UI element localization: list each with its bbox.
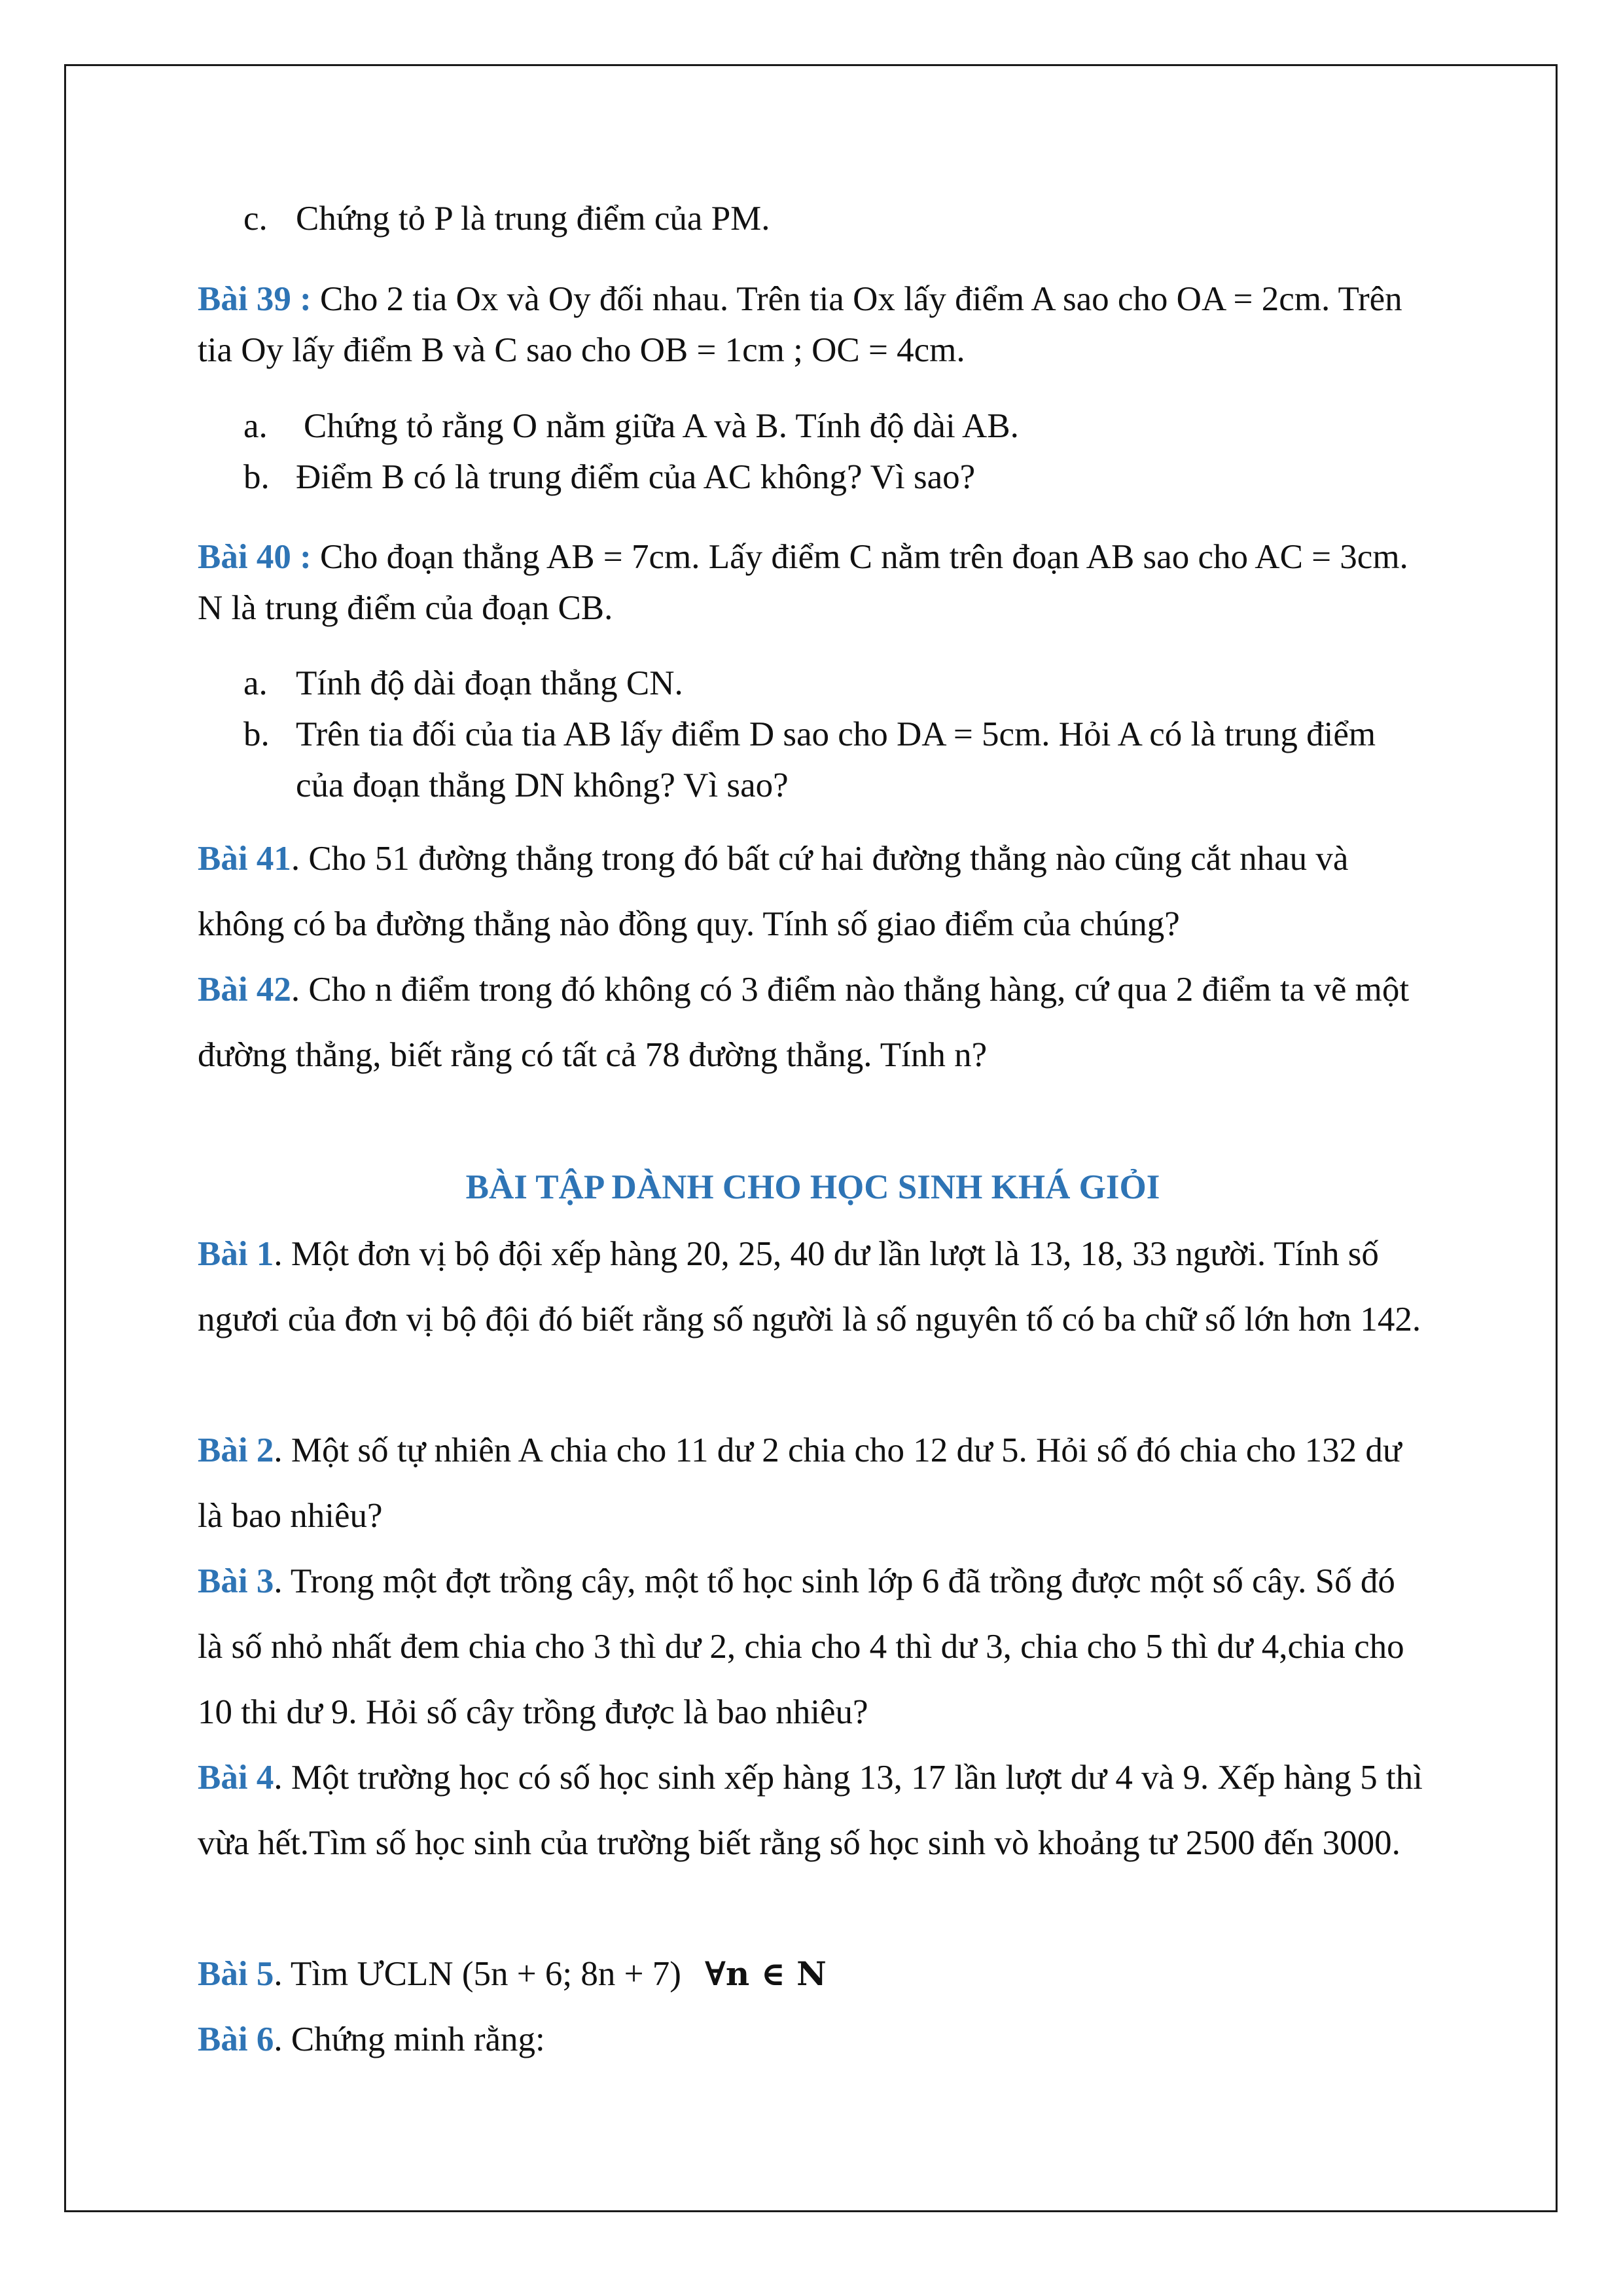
exercise-2	[198, 1418, 1428, 1549]
exercise-label: Bài 39 :	[198, 280, 312, 318]
exercise-text: . Một số tự nhiên A chia cho 11 dư 2 chia cho 12 dư 5. Hỏi số đó chia cho 132 dư là bao nhiêu?	[198, 1431, 1402, 1535]
exercise-42	[198, 957, 1428, 1088]
page-border	[64, 64, 1558, 2212]
list-marker: a.	[243, 664, 268, 702]
exercise-text: . Chứng minh rằng:	[274, 2020, 545, 2058]
exercise-text: . Một trường học có số học sinh xếp hàng 13, 17 lần lượt dư 4 và 9. Xếp hàng 5 thì vừa hết.Tìm số học sinh của trường biết rằng số học sinh vò khoảng tư 2500 đến 3000.	[198, 1759, 1423, 1862]
exercise-6	[198, 2007, 1428, 2072]
exercise-label: Bài 4	[198, 1759, 274, 1797]
forall-n-in-N-formula: ∀n ∈ N	[704, 1954, 827, 1993]
exercise-40	[198, 531, 1428, 634]
exercise-label: Bài 6	[198, 2020, 274, 2058]
exercise-label: Bài 3	[198, 1562, 274, 1600]
exercise-text: . Tìm ƯCLN (5n + 6; 8n + 7)	[274, 1955, 681, 1993]
list-marker: b.	[243, 715, 270, 753]
exercise-39	[198, 274, 1428, 376]
exercise-label: Bài 41	[198, 840, 291, 878]
exercise-label: Bài 40 :	[198, 538, 312, 576]
list-item-text: Tính độ dài đoạn thẳng CN.	[296, 664, 683, 702]
exercise-5	[198, 1941, 1428, 2007]
list-item-text: Điểm B có là trung điểm của AC không? Vì sao?	[296, 458, 976, 496]
list-item-text: Chứng tỏ P là trung điểm của PM.	[296, 200, 770, 238]
exercise-3	[198, 1549, 1428, 1745]
exercise-label: Bài 1	[198, 1235, 274, 1273]
exercise-label: Bài 42	[198, 971, 291, 1009]
exercise-text: . Cho n điểm trong đó không có 3 điểm nào thẳng hàng, cứ qua 2 điểm ta vẽ một đường thẳng, biết rằng có tất cả 78 đường thẳng. Tính n?	[198, 971, 1410, 1074]
list-marker: b.	[243, 458, 270, 496]
exercise-text: . Cho 51 đường thẳng trong đó bất cứ hai đường thẳng nào cũng cắt nhau và không có ba đường thẳng nào đồng quy. Tính số giao điểm của chúng?	[198, 840, 1349, 943]
exercise-text: . Một đơn vị bộ đội xếp hàng 20, 25, 40 dư lần lượt là 13, 18, 33 người. Tính số ngươi của đơn vị bộ đội đó biết rằng số người là số nguyên tố có ba chữ số lớn hơn 142.	[198, 1235, 1421, 1338]
list-marker: a.	[243, 407, 268, 445]
exercise-41	[198, 826, 1428, 957]
exercise-text: Cho đoạn thẳng AB = 7cm. Lấy điểm C nằm trên đoạn AB sao cho AC = 3cm. N là trung điểm của đoạn CB.	[198, 538, 1408, 627]
list-item-text: Trên tia đối của tia AB lấy điểm D sao cho DA = 5cm. Hỏi A có là trung điểm của đoạn thẳng DN không? Vì sao?	[296, 715, 1376, 804]
section-heading: BÀI TẬP DÀNH CHO HỌC SINH KHÁ GIỎI	[465, 1168, 1160, 1206]
exercise-label: Bài 2	[198, 1431, 274, 1469]
exercise-1	[198, 1221, 1428, 1352]
exercise-text: . Trong một đợt trồng cây, một tổ học sinh lớp 6 đã trồng được một số cây. Số đó là số nhỏ nhất đem chia cho 3 thì dư 2, chia cho 4 thì dư 3, chia cho 5 thì dư 4,chia cho 10 thi dư 9. Hỏi số cây trồng được là bao nhiêu?	[198, 1562, 1404, 1731]
list-marker: c.	[243, 200, 268, 238]
exercise-4	[198, 1745, 1428, 1876]
list-item-text: Chứng tỏ rằng O nằm giữa A và B. Tính độ dài AB.	[304, 407, 1019, 445]
exercise-label: Bài 5	[198, 1955, 274, 1993]
exercise-text: Cho 2 tia Ox và Oy đối nhau. Trên tia Ox lấy điểm A sao cho OA = 2cm. Trên tia Oy lấy điểm B và C sao cho OB = 1cm ; OC = 4cm.	[198, 280, 1402, 369]
